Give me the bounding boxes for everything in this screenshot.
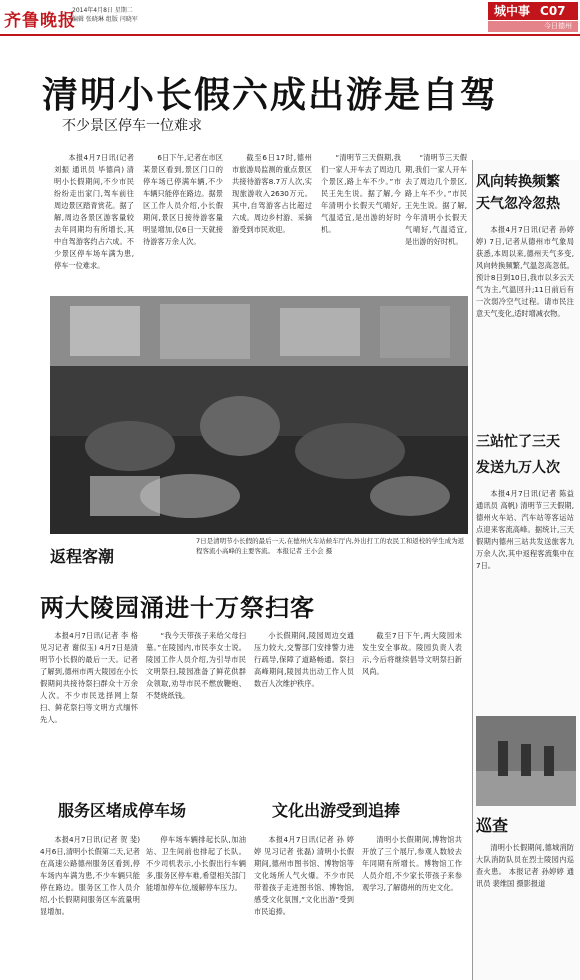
section-name: 城中事 <box>494 4 531 18</box>
second-col-1: 本报4月7日讯(记者 李 格 见习记者 谢似玉) 4月7日是清明节小长假的最后一天。记者了解到,德州市两大陵园在小长假期间共接待祭扫群众十万余人次。不少市民选择网上祭扫、鲜花祭扫等文明方式缅怀先人。 <box>40 631 138 724</box>
side-head-2b: 发送九万人次 <box>476 460 560 476</box>
photo-caption: 7日是清明节小长假的最后一天,在德州火车站候车厅内,外出打工的农民工和返校的学生成为返程客流小高峰的主要客流。 本报记者 王小会 摄 <box>196 537 465 555</box>
patrol-photo-image <box>476 716 576 806</box>
second-col-2: “我今天带孩子来给父母扫墓。”在陵园内,市民李女士说。陵园工作人员介绍,为引导市民文明祭扫,陵园准备了鲜花供群众领取,劝导市民不燃放鞭炮、不焚烧纸钱。 <box>146 631 246 700</box>
lead-col-2: 6日下午,记者在市区某景区看到,景区门口的停车场已停满车辆,不少车辆只能停在路边。据景区工作人员介绍,小长假期间,景区日接待游客量明显增加,仅6日一天就接待游客万余人次。 <box>143 153 223 246</box>
side-story-1: 本报4月7日讯(记者 孙婷婷) 7日,记者从德州市气象局获悉,本周以来,德州天气多变,风向转换频繁,气温忽高忽低。预计8日到10日,我市以多云天气为主,气温回升;11日前后有一次弱冷空气过程。请市民注意天气变化,适时增减衣物。 <box>476 225 574 318</box>
lead-col-1: 本报4月7日讯(记者 刘振 通讯员 毕德尚) 清明小长假期间,不少市民纷纷走出家门,驾车前往周边景区踏青赏花。据了解,周边各景区游客量较去年同期均有所增长,其中自驾游客约占六成。不少景区停车场车满为患,停车一位难求。 <box>54 153 134 270</box>
second-headline: 两大陵园涌进十万祭扫客 <box>40 594 315 622</box>
lead-col-3: 截至6日17时,德州市旅游局监测的重点景区共接待游客8.7万人次,实现旅游收入2630万元。其中,自驾游客占比超过六成。周边乡村游、采摘游受到市民欢迎。 <box>232 153 312 234</box>
editors: 编辑 张晓琳 组版 闫晓军 <box>72 16 138 23</box>
lead-col-4: “清明节三天假期,我们一家人开车去了周边几个景区,路上车不少。”市民王先生说。据了解,今年清明小长假天气晴好,气温适宜,是出游的好时机。 <box>321 153 401 234</box>
third-headline-2: 文化出游受到追捧 <box>272 801 401 820</box>
masthead-logo: 齐鲁晚报 <box>4 11 76 31</box>
section-banner <box>488 2 578 20</box>
lead-col-5: “清明节三天假期,我们一家人开车去了周边几个景区,路上车不少。”市民王先生说。据了解,今年清明小长假天气晴好,气温适宜,是出游的好时机。 <box>405 153 467 246</box>
issue-date: 2014年4月8日 星期二 <box>72 7 133 14</box>
photo-title: 返程客潮 <box>50 547 115 566</box>
third-col-4: 清明小长假期间,博物馆共开放了三个展厅,参观人数较去年同期有所增长。博物馆工作人员介绍,不少家长带孩子来参观学习,了解德州的历史文化。 <box>362 835 462 892</box>
side-story-3: 清明小长假期间,德城消防大队消防队员在烈士陵园内巡查火患。 本报记者 孙婷婷 通讯员 裴维国 摄影报道 <box>476 843 574 888</box>
side-head-3: 巡查 <box>476 816 509 835</box>
third-col-1: 本报4月7日讯(记者 贺 斐) 4月6日,清明小长假第二天,记者在高速公路德州服务区看到,停车场内车满为患,不少车辆只能停在路边。服务区工作人员介绍,小长假期间服务区车流量明显增加。 <box>40 835 140 916</box>
lead-subhead: 不少景区停车一位难求 <box>62 118 202 134</box>
lead-headline: 清明小长假六成出游是自驾 <box>42 75 499 116</box>
patrol-photo <box>476 716 576 806</box>
third-col-2: 停车场车辆排起长队,加油站、卫生间前也排起了长队。不少司机表示,小长假出行车辆多,服务区停车难,希望相关部门能增加停车位,缓解停车压力。 <box>146 835 246 892</box>
third-headline-1: 服务区堵成停车场 <box>58 801 187 820</box>
section-sub: 今日德州 <box>488 21 578 32</box>
second-col-3: 小长假期间,陵园周边交通压力较大,交警部门安排警力进行疏导,保障了道路畅通。祭扫高峰期间,陵园共出动工作人员数百人次维护秩序。 <box>254 631 354 688</box>
station-photo-image <box>50 296 468 534</box>
side-story-2: 本报4月7日讯(记者 陈益 通讯员 高帆) 清明节三天假期,德州火车站、汽车站等客运站点迎来客流高峰。据统计,三天假期内德州三站共发送旅客九万余人次,其中返程客流集中在7日。 <box>476 489 574 570</box>
page-number: C07 <box>540 4 566 18</box>
second-col-4: 截至7日下午,两大陵园未发生安全事故。陵园负责人表示,今后将继续倡导文明祭扫新风尚。 <box>362 631 462 676</box>
header-meta <box>72 6 138 24</box>
station-photo <box>50 296 468 534</box>
header-rule <box>0 34 580 36</box>
side-head-1b: 天气忽冷忽热 <box>476 196 560 212</box>
side-head-2a: 三站忙了三天 <box>476 434 560 450</box>
third-col-3: 本报4月7日讯(记者 孙 婷婷 见习记者 张磊) 清明小长假期间,德州市图书馆、博物馆等文化场所人气火爆。不少市民带着孩子走进图书馆、博物馆,感受文化氛围,“文化出游”受到市民追捧。 <box>254 835 354 916</box>
side-head-1a: 风向转换频繁 <box>476 174 560 190</box>
